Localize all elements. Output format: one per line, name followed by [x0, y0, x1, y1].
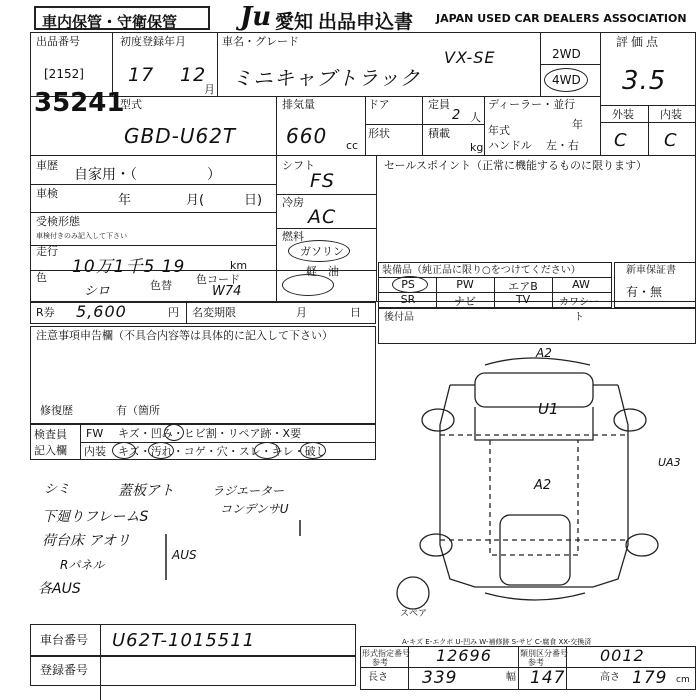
- width-label: 幅: [506, 672, 516, 683]
- inspector-fw: FW: [86, 427, 104, 440]
- aircon-value: AC: [308, 206, 337, 228]
- color-value: シロ: [84, 284, 111, 299]
- notes-label: 注意事項申告欄（不具合内容等は具体的に記入して下さい）: [36, 329, 333, 342]
- history-label: 車歴: [36, 159, 58, 172]
- inspection-day: 日): [244, 193, 263, 208]
- fw-dent-circle: [164, 424, 184, 441]
- inspector-interior: 内装: [84, 445, 106, 458]
- org-name: 愛知: [275, 11, 314, 33]
- dealer-label: ディーラー・並行: [488, 98, 576, 111]
- capacity-unit: 人: [470, 111, 481, 124]
- note-each-aus: 各AUS: [38, 581, 81, 597]
- equip-aw: AW: [572, 278, 590, 291]
- shift-label: シフト: [282, 159, 315, 172]
- acceptance-label: 受検形態: [36, 215, 80, 228]
- note-rpanel: Rパネル: [60, 558, 105, 572]
- chassis-label: 車台番号: [40, 633, 89, 647]
- type-label: 形式指定番号: [362, 649, 410, 658]
- cat-label: 類別区分番号: [520, 649, 568, 658]
- equip-sr: SR: [400, 293, 416, 306]
- damage-mark-top: A2: [536, 346, 552, 360]
- displacement-value: 660: [286, 124, 328, 148]
- note-lid: 蓋板アト: [118, 483, 174, 499]
- inspector-label-2: 記入欄: [34, 444, 67, 457]
- history-value: 自家用・（ ）: [74, 167, 221, 183]
- damage-mark-bed: A2: [534, 478, 552, 493]
- registration-label: 初度登録年月: [120, 35, 186, 48]
- vehicle-name: ミニキャブトラック: [232, 66, 421, 90]
- registration-year: 17: [128, 64, 155, 86]
- fuel-gasoline: ガソリン: [300, 245, 344, 258]
- equip-navi: ナビ: [454, 295, 476, 308]
- equip-airbag: エアB: [508, 280, 538, 293]
- inspection-year: 年: [118, 193, 132, 208]
- mileage-value: 10万1千5 19: [72, 257, 186, 277]
- equip-pw: PW: [456, 278, 474, 291]
- inspection-label: 車検: [36, 187, 58, 200]
- inspector-interior-items: キズ・汚れ・コゲ・穴・スレ・キレ・破し: [118, 445, 327, 458]
- model-value: GBD-U62T: [124, 124, 237, 148]
- recycle-value: 5,600: [76, 302, 127, 321]
- note-condenser: コンデンサU: [220, 502, 289, 516]
- aircon-label: 冷房: [282, 196, 304, 209]
- handle-opts: 左・右: [546, 139, 579, 152]
- color-label: 色: [36, 271, 47, 284]
- exterior-grade: C: [614, 130, 628, 151]
- int-cut-circle: [300, 442, 326, 459]
- drive-2wd: 2WD: [552, 47, 581, 61]
- lot-number: 35241: [34, 88, 125, 118]
- selling-point-label: セールスポイント（正常に機能するものに限ります）: [384, 159, 648, 172]
- int-dirt-circle: [148, 442, 174, 459]
- warranty-label: 新車保証書: [626, 265, 676, 276]
- inspector-fw-items: キズ・凹み・ヒビ割・リペア跡・X要: [118, 427, 302, 440]
- note-stain: シミ: [44, 482, 71, 497]
- form-title: 出品申込書: [318, 11, 414, 33]
- acceptance-note: 車検付きのみ記入して下さい: [36, 232, 127, 240]
- registration-month: 12: [180, 64, 207, 86]
- inspector-label-1: 検査員: [34, 428, 67, 441]
- length-value: 339: [422, 668, 458, 688]
- bracket-marks: [150, 520, 350, 600]
- registration-month-unit: 月: [204, 83, 215, 96]
- type-sub: 参考: [372, 658, 388, 667]
- recycle-unit: 円: [168, 306, 179, 319]
- color-code-label: 色コード: [196, 273, 240, 286]
- interior-grade: C: [664, 130, 678, 151]
- reg-number-label: 登録番号: [40, 663, 89, 677]
- model-label: 型式: [120, 98, 142, 111]
- after-mount-box: [378, 308, 696, 344]
- equipment-label: 装備品（純正品に限り○をつけてください）: [382, 265, 581, 276]
- fuel-gasoline-circle: [288, 240, 350, 262]
- after-mount-label: 後付品: [384, 312, 414, 323]
- damage-mark-roof: U1: [538, 400, 559, 418]
- cat-value: 0012: [600, 646, 645, 665]
- displacement-unit: cc: [346, 139, 359, 152]
- type-value: 12696: [436, 646, 492, 665]
- name-change-label: 名変期限: [192, 306, 236, 319]
- equip-seat: カワシート: [559, 297, 599, 323]
- interior-label: 内装: [660, 108, 682, 121]
- capacity-label: 定員: [428, 98, 450, 111]
- vehicle-name-label: 車名・グレード: [222, 35, 299, 48]
- shape-label: 形状: [368, 127, 390, 140]
- note-radiator: ラジエーター: [212, 484, 285, 498]
- width-value: 147: [530, 668, 566, 688]
- drive-4wd: 4WD: [552, 73, 581, 87]
- fuel-diesel: 軽 油: [306, 265, 339, 278]
- spec-unit: cm: [676, 675, 690, 685]
- storage-tag: [34, 6, 210, 30]
- load-unit: kg: [470, 141, 484, 154]
- name-change-day: 日: [350, 306, 361, 319]
- fuel-label: 燃料: [282, 230, 304, 243]
- height-value: 179: [632, 668, 668, 688]
- displacement-label: 排気量: [282, 98, 315, 111]
- vehicle-grade: VX-SE: [444, 48, 496, 67]
- note-aus: AUS: [172, 548, 197, 562]
- mileage-unit: km: [230, 259, 248, 272]
- equip-ps-circle: [392, 276, 428, 293]
- int-scratch-circle: [112, 442, 136, 459]
- grade-score: 3.5: [622, 66, 667, 96]
- vehicle-damage-diagram: [380, 345, 680, 615]
- length-label: 長さ: [368, 672, 388, 683]
- load-label: 積載: [428, 127, 450, 140]
- lot-sub: [2152]: [44, 67, 84, 81]
- fuel-rough-circle: [282, 274, 334, 296]
- repair-value: 有（箇所: [116, 404, 160, 417]
- dealer-year-label: 年: [572, 118, 583, 131]
- shift-value: FS: [310, 170, 335, 192]
- int-hole-circle: [254, 442, 280, 459]
- handle-label: ハンドル: [488, 139, 532, 152]
- recycle-label: R券: [36, 306, 55, 319]
- height-label: 高さ: [600, 672, 620, 683]
- exterior-label: 外装: [612, 108, 634, 121]
- association-name: JAPAN USED CAR DEALERS ASSOCIATION: [436, 12, 687, 25]
- note-bed: 荷台床 アオリ: [42, 533, 131, 549]
- color-code-value: W74: [212, 284, 242, 299]
- storage-tag-text: 車内保管・守衛保管: [42, 13, 178, 31]
- ju-logo: Ju: [240, 2, 272, 32]
- inspection-month: 月(: [186, 193, 205, 208]
- doors-label: ドア: [368, 98, 390, 111]
- warranty-value: 有・無: [626, 285, 663, 299]
- color-change-label: 色替: [150, 279, 172, 292]
- damage-mark-side: UA3: [658, 456, 681, 469]
- lot-label: 出品番号: [36, 35, 80, 48]
- cat-sub: 参考: [528, 658, 544, 667]
- mileage-label: 走行: [36, 245, 58, 258]
- grade-label: 評価点: [616, 35, 662, 49]
- repair-label: 修復歴: [40, 404, 73, 417]
- spare-label: スペア: [400, 609, 428, 619]
- capacity-value: 2: [452, 108, 461, 123]
- chassis-value: U62T-1015511: [112, 630, 256, 651]
- equip-tv: TV: [515, 293, 531, 306]
- equip-ps: PS: [401, 278, 415, 291]
- note-frame: 下廻りフレームS: [42, 509, 149, 525]
- dealer-year-sub: 年式: [488, 124, 510, 137]
- drive-4wd-circle: [544, 68, 588, 92]
- damage-legend: A-キズ E-エクボ U-凹み W-補修跡 S-サビ C-腐食 XX-交換済: [402, 638, 592, 646]
- name-change-month: 月: [296, 306, 307, 319]
